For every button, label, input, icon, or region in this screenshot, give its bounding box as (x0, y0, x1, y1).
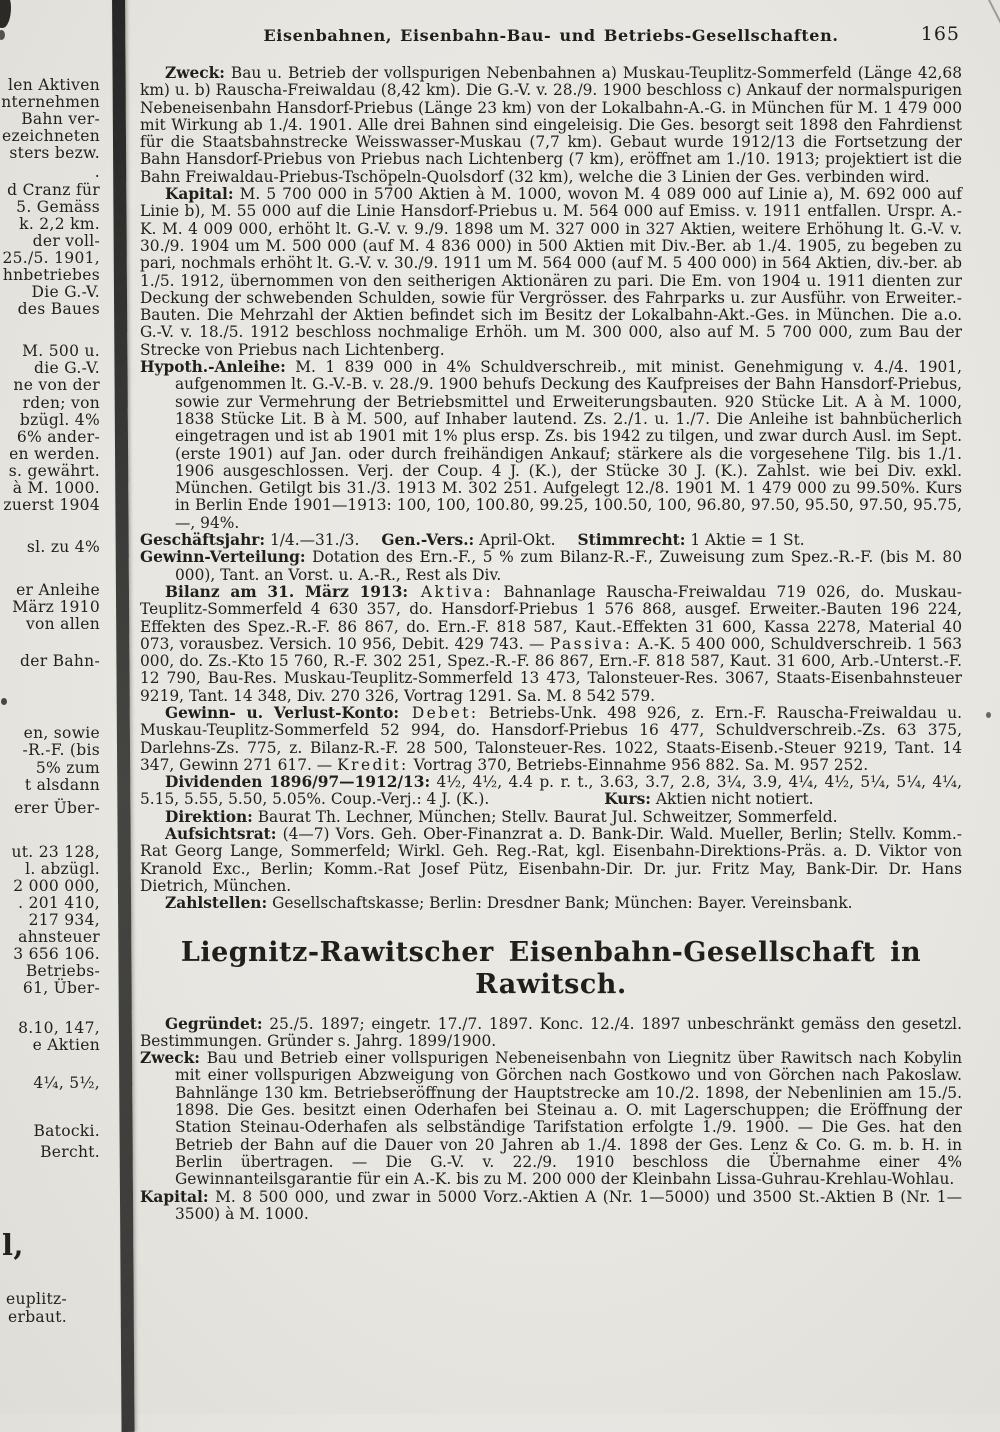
paragraph (140, 774, 962, 809)
paragraph (140, 826, 962, 895)
running-header-title: Eisenbahnen, Eisenbahn-Bau- und Betriebs-Gesellschaften. (263, 26, 839, 45)
margin-fragment: bzügl. 4% (19, 411, 100, 429)
text-run: 1/4.—31./3. (265, 531, 360, 550)
text-run: April-Okt. (474, 531, 556, 550)
margin-fragment: -R.-F. (bis (22, 741, 100, 759)
margin-fragment: des Baues (17, 300, 100, 318)
margin-fragment: erer Über- (14, 799, 100, 817)
margin-fragment: l, (2, 1228, 24, 1262)
paragraph (140, 359, 962, 532)
paragraph (140, 186, 962, 359)
bold-label: Gegründet: (165, 1014, 263, 1033)
paragraph (140, 705, 962, 774)
margin-fragment: e Aktien (32, 1036, 100, 1054)
margin-fragment: sters bezw. (9, 144, 100, 162)
bold-label: Hypoth.-Anleihe: (140, 358, 286, 377)
bold-label: Direktion: (165, 807, 253, 826)
text-run: Bau u. Betrieb der vollspurigen Nebenbahnen a) Muskau-Teuplitz-Sommerfeld (Länge 42,68 km) u. b) Rauscha-Freiwaldau (8,42 km). Die G.-V. v. 28./9. 1900 beschloss c) Ankauf der normalspurigen Nebeneisenbahn Hansdorf-Priebus (Länge 23 km) von der Lokalbahn-A.-G. in München für M. 1 479 000 mit Wirkung ab 1./4. 1901. Alle drei Bahnen sind eingeleisig. Die Ges. besorgt seit 1898 den Fahrdienst für die Staatsbahnstrecke Weisswasser-Muskau (7,7 km). Gebaut wurde 1912/13 die Fortsetzung der Bahn Hansdorf-Priebus von Priebus nach Lichtenberg (7 km), eröffnet am 1./10. 1913; projektiert ist die Bahn Freiwaldau-Priebus-Tschöpeln-Quolsdorf (32 km), welche die 3 Linien der Ges. verbinden wird. (140, 64, 962, 186)
margin-fragment: Bercht. (40, 1143, 100, 1161)
bold-label: Kapital: (140, 1187, 209, 1206)
margin-fragment: Batocki. (33, 1122, 100, 1140)
spaced-label: Passiva: (549, 634, 633, 653)
text-run: (4—7) Vors. Geh. Ober-Finanzrat a. D. Bank-Dir. Wald. Mueller, Berlin; Stellv. Komm.-Rat Georg Lange, Sommerfeld; Wirkl. Geh. Reg.-Rat, kgl. Eisenbahn-Direktions-Präs. a. D. Viktor von Kranold Exc., Berlin; Komm.-Rat Josef Pütz, Eisenbahn-Dir. Dr. jur. Fritz May, Bank-Dir. Dr. Hans Dietrich, München. (140, 825, 962, 895)
company-heading-liegnitz-rawitsch: Liegnitz-Rawitscher Eisenbahn-Gesellschaft in Rawitsch. (180, 936, 922, 1000)
scan-crease-topright (985, 0, 1000, 60)
margin-fragment: zuerst 1904 (3, 496, 100, 514)
bold-label: Stimmrecht: (577, 531, 686, 550)
margin-fragment: erbaut. (8, 1308, 67, 1326)
text-run: Baurat Th. Lechner, München; Stellv. Baurat Jul. Schweitzer, Sommerfeld. (252, 807, 838, 826)
text-run: Bau und Betrieb einer vollspurigen Nebeneisenbahn von Liegnitz über Rawitsch nach Kobylin mit einer vollspurigen Abzweigung von Görchen nach Gostkowo und von Görchen nach Pakoslaw. Bahnlänge 130 km. Betriebseröffnung der Hauptstrecke am 10./2. 1898, der Nebenlinien am 15./5. 1898. Die Ges. besitzt einen Oderhafen bei Steinau a. O. mit Lagerschuppen; die Eröffnung der Station Steinau-Oderhafen als selbständige Tarifstation erfolgte 1./9. 1900. — Die Ges. hat den Betrieb der Bahn auf die Dauer von 20 Jahren ab 1./4. 1898 der Ges. Lenz & Co. G. m. b. H. in Berlin übertragen. — Die G.-V. v. 22./9. 1910 beschloss die Übernahme einer 4% Gewinnanteilsgarantie für ein A.-K. bis zu M. 200 000 der Kleinbahn Lissa-Guhrau-Krehlau-Wohlau. (175, 1049, 962, 1189)
company-entry-liegnitz-rawitsch (140, 1016, 962, 1224)
margin-fragment: hnbetriebes (2, 266, 100, 284)
text-run: 4½, 4½, 4.4 p. r. t., 3.63, 3.7, 2.8, 3¼, 3.9, 4¼, 4½, 5¼, 5¼, 4¼, 5.15, 5.55, 5.50, 5.05%. Coup.-Verj.: 4 J. (K.). (140, 773, 962, 809)
margin-fragment: M. 500 u. (22, 342, 100, 360)
spaced-label: Debet: (399, 703, 479, 722)
margin-fragment: Betriebs- (25, 962, 100, 980)
margin-fragment: rden; von (22, 394, 100, 412)
margin-fragment: Die G.-V. (31, 283, 100, 301)
bold-label: Bilanz am 31. März 1913: (165, 582, 409, 601)
paragraph (140, 65, 962, 186)
paragraph (140, 532, 962, 549)
text-run: A.-K. 5 400 000, Schuldverschreib. 1 563 000, do. Zs.-Kto 15 760, R.-F. 302 251, Spez.-R.-F. 86 867, Ern.-F. 818 587, Kaut. 31 600, Arb.-Unterst.-F. 12 790, Bau-Res. Muskau-Teuplitz-Sommerfeld 13 473, Talonsteuer-Res. 3067, Staats-Eisenbahnsteuer 9219, Tant. 14 348, Div. 270 326, Vortrag 1291. Sa. M. 8 542 579. (140, 634, 962, 705)
margin-fragment: von allen (25, 615, 100, 633)
text-run: Bahnanlage Rauscha-Freiwaldau 719 026, do. Muskau-Teuplitz-Sommerfeld 4 630 357, do. Hansdorf-Priebus 1 576 868, ausgef. Erweiter.-Bauten 196 224, Effekten des Spez.-R.-F. 86 867, do. Ern.-F. 818 587, Kaut.-Effekten 31 600, Kassa 2278, Material 40 073, vorausbez. Versich. 10 956, Debit. 429 743. — (140, 582, 963, 653)
text-run: Vortrag 370, Betriebs-Einnahme 956 882. Sa. M. 957 252. (408, 755, 869, 774)
margin-fragment: 6% ander- (16, 428, 100, 446)
text-run: M. 5 700 000 in 5700 Aktien à M. 1000, wovon M. 4 089 000 auf Linie a), M. 692 000 auf Linie b), M. 55 000 auf die Linie Hansdorf-Priebus u. M. 564 000 auf Emiss. v. 1911 entfallen. Urspr. A.-K. M. 4 009 000, erhöht lt. G.-V. v. 9./9. 1898 um M. 327 000 in 327 Aktien, weitere Erhöhung lt. G.-V. v. 30./9. 1904 um M. 500 000 (auf M. 4 836 000) in 500 Aktien mit Div.-Ber. ab 1./4. 1905, zu begeben zu pari, nochmals erhöht lt. G.-V. v. 30./9. 1911 um M. 564 000 (auf M. 5 400 000) in 564 Aktien, div.-ber. ab 1./5. 1912, übernommen von den seitherigen Aktionären zu pari. Die Em. von 1904 u. 1911 dienten zur Deckung der schwebenden Schulden, sowie für Vergrösser. des Fahrparks u. zur Ausführ. von Erweiter.-Bauten. Die Mehrzahl der Aktien befindet sich im Besitz der Lokalbahn-Akt.-Ges. in München. Die a.o. G.-V. v. 18./5. 1912 beschloss nochmalige Erhöh. um M. 300 000, also auf M. 5 700 000, zum Bau der Strecke von Priebus nach Lichtenberg. (140, 185, 962, 359)
margin-fragment: 2 000 000, (13, 877, 100, 895)
margin-fragment: 25./5. 1901, (2, 249, 100, 267)
margin-fragment: à M. 1000. (12, 479, 100, 497)
text-run: Dotation des Ern.-F., 5 % zum Bilanz-R.-F., Zuweisung zum Spez.-R.-F. (bis M. 80 000), Tant. an Vorst. u. A.-R., Rest als Div. (175, 548, 962, 584)
bold-label: Kapital: (165, 185, 234, 204)
bold-label: Kurs: (604, 790, 651, 809)
spaced-label: Kredit: (337, 755, 409, 774)
margin-fragment: 8.10, 147, (18, 1019, 100, 1037)
paragraph (140, 1016, 962, 1051)
bold-label: Zweck: (140, 1049, 200, 1068)
margin-fragment: 61, Über- (22, 979, 100, 997)
margin-fragment: k. 2,2 km. (19, 215, 100, 233)
margin-fragment: 3 656 106. (13, 945, 100, 963)
bold-label: Gen.-Vers.: (381, 531, 475, 550)
paragraph (140, 895, 962, 912)
margin-fragment: en, sowie (23, 724, 100, 742)
text-run: Gesellschaftskasse; Berlin: Dresdner Bank; München: Bayer. Vereinsbank. (267, 894, 853, 913)
margin-fragment: t alsdann (24, 776, 100, 794)
margin-fragment: ezeichneten (2, 127, 100, 145)
margin-fragment: en werden. (9, 445, 100, 463)
scan-speck-right (986, 712, 991, 718)
paragraph (140, 1050, 962, 1188)
spaced-label: Aktiva: (408, 582, 494, 601)
margin-fragment: März 1910 (12, 598, 100, 616)
previous-page-margin-column (0, 0, 108, 1414)
text-run: 25./5. 1897; eingetr. 17./7. 1897. Konc. 12./4. 1897 unbeschränkt gemäss den gesetzl. Bestimmungen. Gründer s. Jahrg. 1899/1900. (140, 1014, 962, 1050)
margin-fragment: er Anleihe (16, 581, 100, 599)
margin-fragment: der voll- (32, 232, 100, 250)
margin-fragment: sl. zu 4% (26, 538, 100, 556)
margin-fragment: len Aktiven (7, 76, 100, 94)
main-column (140, 0, 962, 1223)
margin-fragment: euplitz- (5, 1290, 67, 1308)
bold-label: Gewinn- u. Verlust-Konto: (165, 703, 400, 722)
text-run: 1 Aktie = 1 St. (685, 531, 805, 550)
margin-fragment: ut. 23 128, (11, 843, 100, 861)
company-entry-muskau-teuplitz (140, 65, 962, 913)
page-header (140, 23, 962, 50)
bold-label: Gewinn-Verteilung: (140, 548, 306, 567)
paragraph (140, 584, 962, 705)
paragraph (140, 809, 962, 826)
margin-fragment: d Cranz für (7, 181, 100, 199)
margin-fragment: 5. Gemäss (16, 198, 100, 216)
paragraph (140, 549, 962, 584)
margin-fragment: . (94, 163, 100, 181)
text-run: M. 8 500 000, und zwar in 5000 Vorz.-Aktien A (Nr. 1—5000) und 3500 St.-Aktien B (Nr. 1—3500) à M. 1000. (175, 1187, 962, 1223)
margin-fragment: ahnsteuer (18, 928, 100, 946)
bold-label: Aufsichtsrat: (165, 825, 277, 844)
text-run: Betriebs-Unk. 498 926, z. Ern.-F. Rauscha-Freiwaldau u. Muskau-Teuplitz-Sommerfeld 52 994, do. Hansdorf-Priebus 16 477, Schuldverschreib.-Zs. 63 375, Darlehns-Zs. 775, z. Bilanz-R.-F. 28 500, Talonsteuer-Res. 1022, Staats-Eisenb.-Steuer 9219, Tant. 14 347, Gewinn 271 617. — (140, 703, 962, 774)
margin-fragment: der Bahn- (20, 652, 100, 670)
bold-label: Geschäftsjahr: (140, 531, 266, 550)
margin-fragment: l. abzügl. (25, 860, 100, 878)
margin-fragment: nternehmen (1, 93, 100, 111)
gutter-rule (112, 0, 135, 1432)
margin-fragment: . 201 410, (18, 894, 100, 912)
margin-fragment: s. gewährt. (8, 462, 100, 480)
margin-fragment: Bahn ver- (21, 110, 100, 128)
page-number: 165 (920, 23, 960, 45)
bold-label: Dividenden 1896/97—1912/13: (165, 773, 431, 792)
margin-fragment: die G.-V. (34, 359, 100, 377)
margin-fragment: 4¼, 5½, (33, 1074, 100, 1092)
text-run: M. 1 839 000 in 4% Schuldverschreib., mit minist. Genehmigung v. 4./4. 1901, aufgenommen lt. G.-V.-B. v. 28./9. 1900 behufs Deckung des Kaufpreises der Bahn Hansdorf-Priebus, sowie zur Vermehrung der Betriebsmittel und Erweiterungsbauten. 920 Stücke Lit. A à M. 1000, 1838 Stücke Lit. B à M. 500, auf Inhaber lautend. Zs. 2./1. u. 1./7. Die Anleihe ist bahnbücherlich eingetragen und ist ab 1901 mit 1% plus ersp. Zs. bis 1942 zu tilgen, und zwar durch Ausl. im Sept. (erste 1901) auf Jan. oder durch freihändigen Ankauf; stärkere als die vorgesehene Tilg. bis 1./1. 1906 ausgeschlossen. Verj. der Coup. 4 J. (K.), der Stücke 30 J. (K.). Zahlst. wie bei Div. exkl. München. Getilgt bis 31./3. 1913 M. 302 251. Aufgelegt 12./8. 1901 M. 1 479 000 zu 99.50%. Kurs in Berlin Ende 1901—1913: 100, 100, 100.80, 99.25, 100.50, 100, 96.80, 97.50, 95.50, 97.50, 95.75, —, 94%. (175, 358, 962, 532)
text-run: Aktien nicht notiert. (650, 790, 814, 809)
margin-fragment: ne von der (13, 376, 100, 394)
bold-label: Zahlstellen: (165, 894, 268, 913)
margin-fragment: 5% zum (35, 759, 100, 777)
paragraph (140, 1189, 962, 1224)
margin-fragment: 217 934, (28, 911, 100, 929)
bold-label: Zweck: (165, 64, 225, 82)
